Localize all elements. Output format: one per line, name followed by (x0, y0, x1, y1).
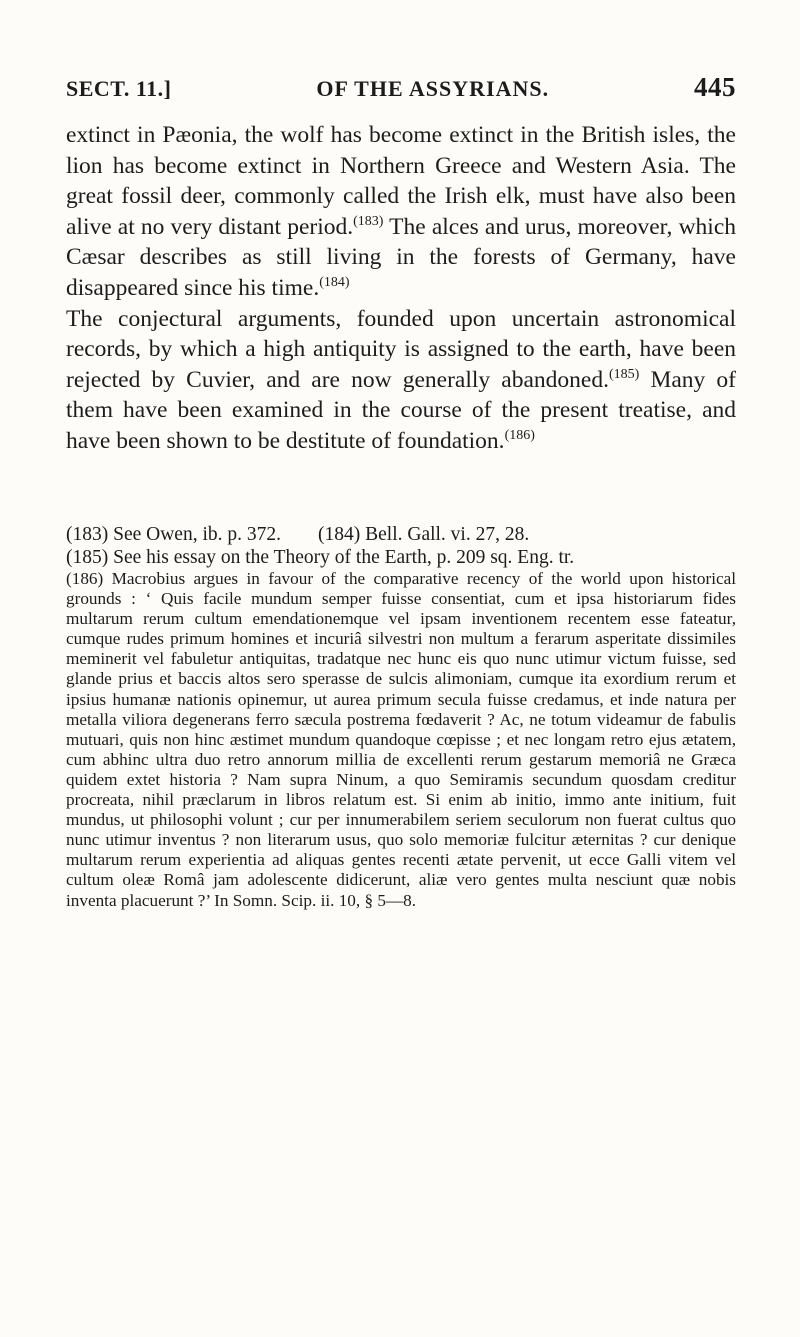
paragraph-text: extinct in Pæonia, the wolf has become extinct in the British isles, the lion has become extinct in Northern Greece and Western Asia. The great fossil deer, commonly called the Irish elk, must have also been alive at no very distant period. (66, 122, 736, 240)
main-text (66, 120, 736, 457)
paragraph-text: The conjectural arguments, founded upon uncertain astronomical records, by which a high antiquity is assigned to the earth, have been rejected by Cuvier, and are now generally abandoned. (66, 305, 736, 393)
footnote-ref: (184) (319, 275, 350, 291)
footnote-186: (186) Macrobius argues in favour of the comparative recency of the world upon historical grounds : ‘ Quis facile mundum semper fuisse consentiat, cum et ipsa historiarum fides multarum rerum cultum emendationemque vel ipsam inventionem recentem esse fateatur, cumque rudes primum homines et incuriâ silvestri non multum a ferarum asperitate dissimiles meminerit vel fabuletur antiquitas, tradatque nec hunc eis quo nunc utimur victum fuisse, sed glande prius et baccis altos sero sperasse de sulcis alimoniam, cumque ita exordium rerum et ipsius humanæ nationis opinemur, ut aurea primum secula fuisse credamus, et inde natura per metalla viliora degenerans ferro sæcula postrema fœdaverit ? Ac, ne totum videamur de fabulis mutuari, quis non hinc æstimet mundum quandoque cœpisse ; et nec longam retro ejus ætatem, cum abhinc ultra duo retro annorum millia de excellenti rerum gestarum memoriâ ne Græca quidem extet historia ? Nam supra Ninum, a quo Semiramis secundum quosdam creditur procreata, nihil præclarum in libros relatum est. Si enim ab initio, immo ante initium, fuit mundus, ut philosophi volunt ; cur per innumerabilem seriem seculorum non fuerat cultus quo nunc utimur inventus ? non literarum usus, quo solo memoriæ fulcitur æternitas ? cur denique multarum rerum experientia ad aliquas gentes recenti ætate pervenit, ut ecce Galli vitem vel cultum oleæ Româ jam adolescente didicerunt, aliæ vero gentes multa nesciunt quæ nobis inventa placuerunt ?’ In Somn. Scip. ii. 10, § 5—8. (66, 569, 736, 910)
footnote-row (66, 523, 736, 546)
footnote-ref: (183) (353, 213, 384, 229)
page-number: 445 (694, 72, 736, 102)
paragraph (66, 304, 736, 457)
paragraph (66, 120, 736, 304)
footnote-184: (184) Bell. Gall. vi. 27, 28. (318, 524, 530, 545)
running-title: OF THE ASSYRIANS. (316, 76, 550, 101)
paragraph-text: Many of them have been examined in the course of the present treatise, and have been shown to be destitute of foundation. (66, 366, 736, 454)
footnote-ref: (186) (504, 428, 535, 444)
footnote-183: (183) See Owen, ib. p. 372. (66, 524, 282, 545)
footnotes (66, 523, 736, 911)
paragraph-text: The alces and urus, moreover, which Cæsar describes as still living in the forests of Germany, have disappeared since his time. (66, 213, 736, 301)
section-label: SECT. 11.] (66, 76, 172, 101)
footnote-ref: (185) (608, 366, 640, 382)
running-header (66, 72, 736, 103)
footnote-185: (185) See his essay on the Theory of the Earth, p. 209 sq. Eng. tr. (66, 547, 575, 568)
